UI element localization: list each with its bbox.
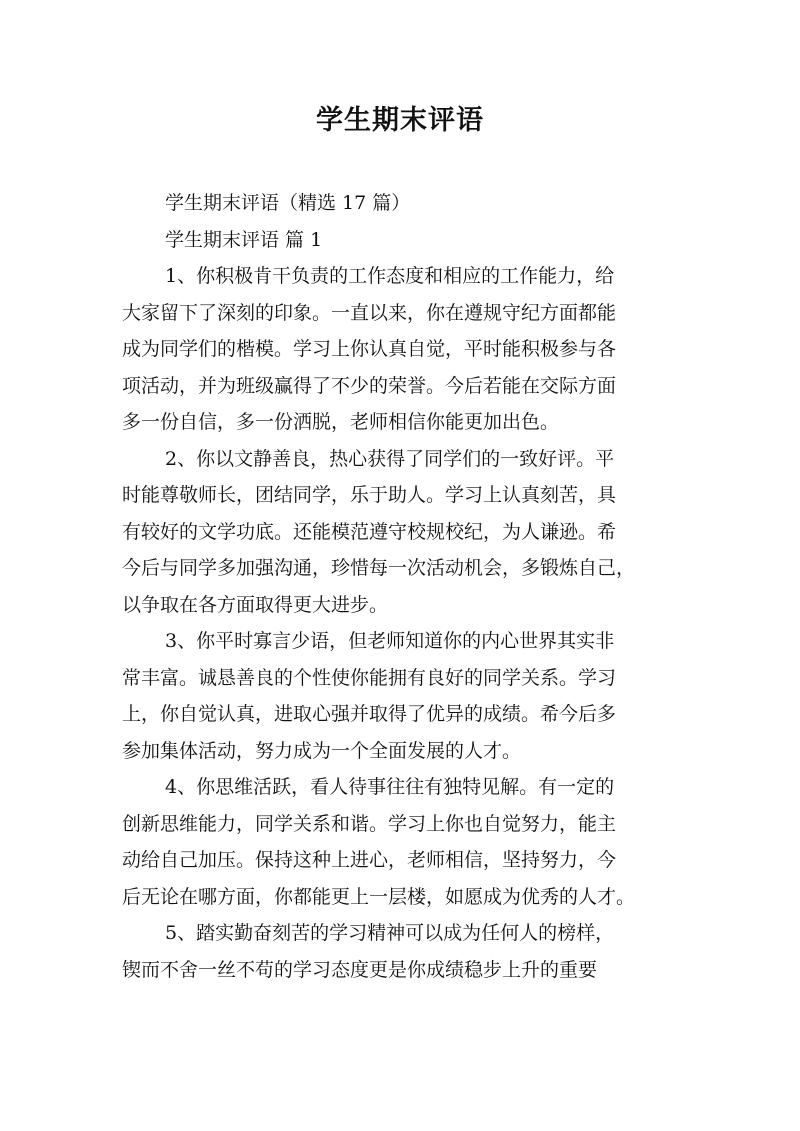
paragraph-line: 锲而不舍一丝不苟的学习态度更是你成绩稳步上升的重要 xyxy=(122,958,598,981)
paragraph-line: 成为同学们的楷模。学习上你认真自觉，平时能积极参与各 xyxy=(122,338,617,360)
paragraph-line: 大家留下了深刻的印象。一直以来，你在遵规守纪方面都能 xyxy=(122,301,617,324)
paragraph-line: 动给自己加压。保持这种上进心，老师相信，坚持努力，今 xyxy=(122,849,617,871)
document-subtitle: 学生期末评语（精选 17 篇） xyxy=(165,192,411,214)
paragraph-line: 时能尊敬师长，团结同学，乐于助人。学习上认真刻苦，具 xyxy=(122,484,617,506)
paragraph-line: 项活动，并为班级赢得了不少的荣誉。今后若能在交际方面 xyxy=(122,374,617,397)
paragraph-line: 常丰富。诚恳善良的个性使你能拥有良好的同学关系。学习 xyxy=(122,666,617,689)
paragraph-line: 以争取在各方面取得更大进步。 xyxy=(122,593,389,616)
paragraph-line: 创新思维能力，同学关系和谐。学习上你也自觉努力，能主 xyxy=(122,812,617,835)
paragraph-line: 3、你平时寡言少语，但老师知道你的内心世界其实非 xyxy=(165,630,615,652)
document-body xyxy=(122,185,687,988)
paragraph-line: 1、你积极肯干负责的工作态度和相应的工作能力，给 xyxy=(165,265,615,287)
paragraph-line: 上，你自觉认真，进取心强并取得了优异的成绩。希今后多 xyxy=(122,703,617,725)
paragraph-5 xyxy=(122,915,687,988)
paragraph-line: 今后与同学多加强沟通，珍惜每一次活动机会，多锻炼自己， xyxy=(122,557,636,579)
paragraph-line: 有较好的文学功底。还能模范遵守校规校纪，为人谦逊。希 xyxy=(122,520,617,543)
paragraph-2 xyxy=(122,441,687,624)
paragraph-line: 5、踏实勤奋刻苦的学习精神可以成为任何人的榜样， xyxy=(165,922,615,944)
paragraph-4 xyxy=(122,769,687,915)
paragraph-line: 2、你以文静善良，热心获得了同学们的一致好评。平 xyxy=(165,447,615,470)
paragraph-line: 参加集体活动，努力成为一个全面发展的人才。 xyxy=(122,739,522,762)
paragraph-3 xyxy=(122,623,687,769)
paragraph-line: 多一份自信，多一份洒脱，老师相信你能更加出色。 xyxy=(122,411,560,433)
paragraph-line: 4、你思维活跃，看人待事往往有独特见解。有一定的 xyxy=(165,776,615,798)
section-heading: 学生期末评语 篇 1 xyxy=(165,228,323,251)
paragraph-1 xyxy=(122,258,687,441)
document-title: 学生期末评语 xyxy=(316,105,484,136)
paragraph-line: 后无论在哪方面，你都能更上一层楼，如愿成为优秀的人才。 xyxy=(122,885,636,908)
